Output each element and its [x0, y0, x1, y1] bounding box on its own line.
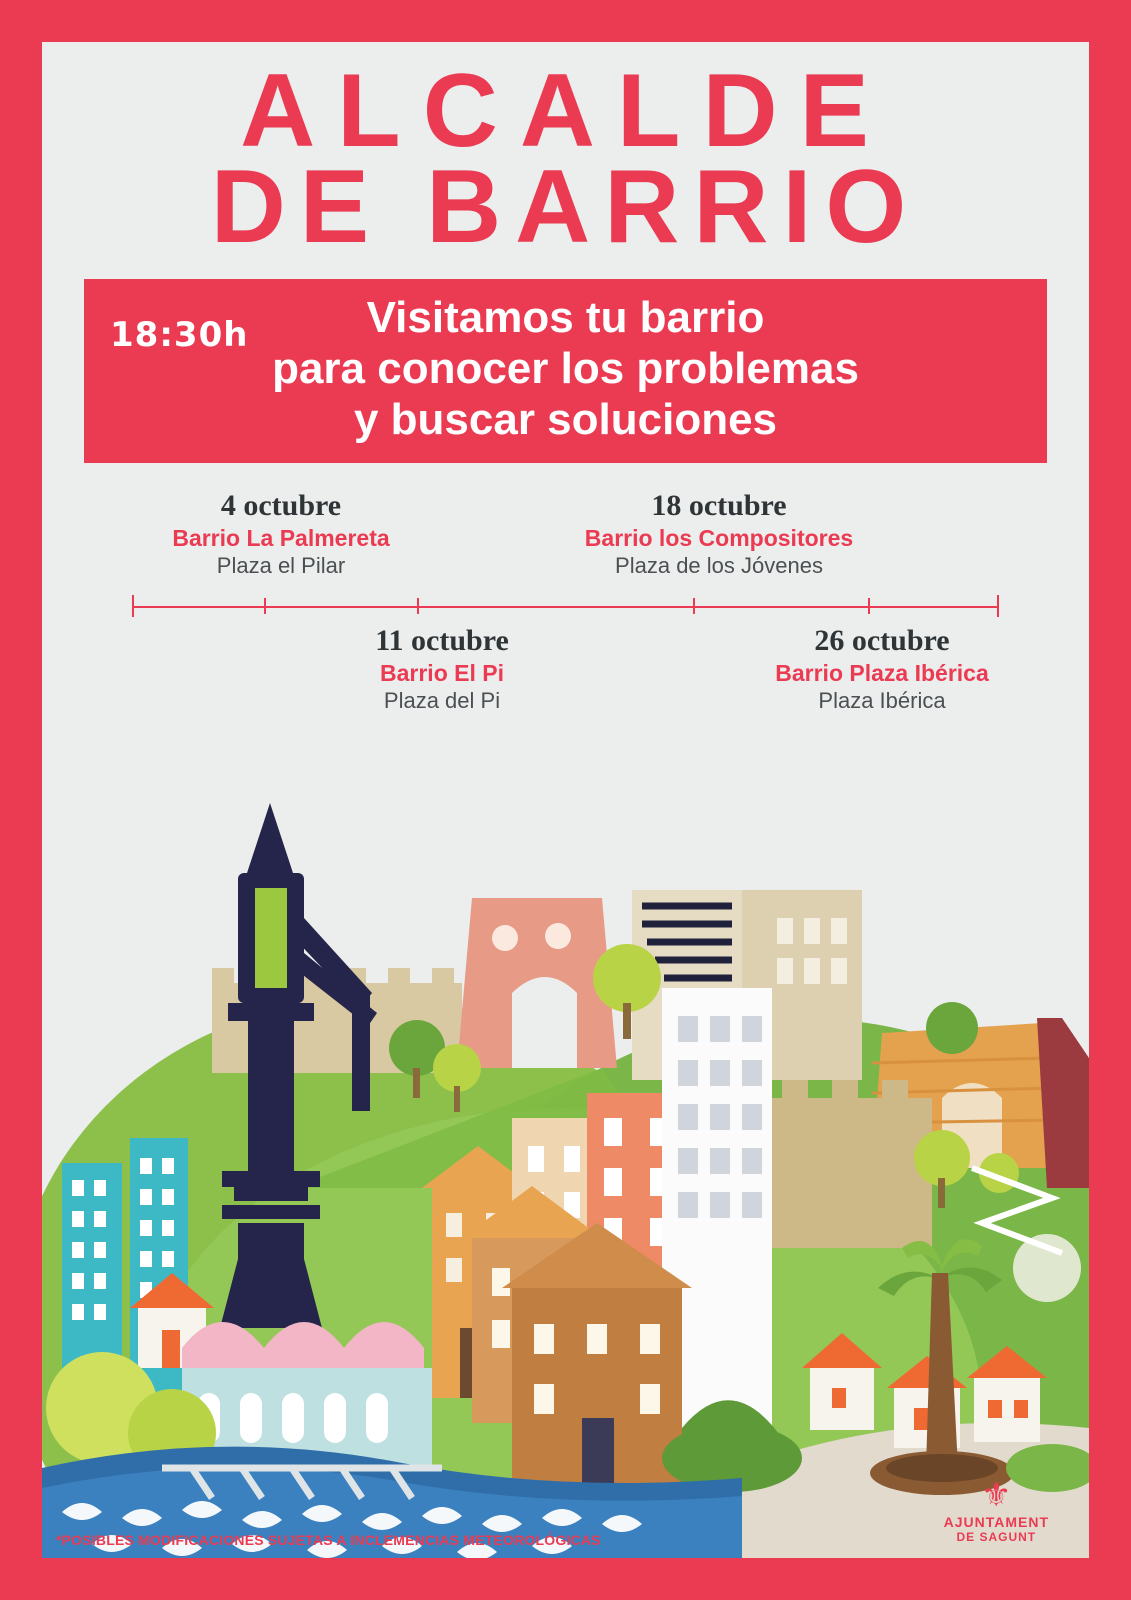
timeline-cap-end: [997, 595, 999, 617]
timeline-tick-1: [264, 598, 266, 614]
timeline-tick-2: [417, 598, 419, 614]
poster: [42, 42, 1089, 1558]
city-illustration: [42, 768, 1089, 1558]
event-place: Plaza Ibérica: [818, 688, 946, 714]
subtitle-line-1: Visitamos tu barrio: [366, 293, 765, 343]
event-item: [554, 489, 884, 579]
timeline-tick-3: [693, 598, 695, 614]
event-barrio: Barrio los Compositores: [584, 525, 854, 552]
event-item: [717, 624, 1047, 714]
time-badge: 18:30h: [94, 310, 264, 362]
event-date: 18 octubre: [651, 489, 787, 523]
timeline-cap-start: [132, 595, 134, 617]
event-place: Plaza de los Jóvenes: [615, 553, 823, 579]
event-date: 11 octubre: [375, 624, 509, 658]
page-title: [42, 42, 1089, 265]
event-date: 26 octubre: [814, 624, 950, 658]
event-item: [277, 624, 607, 714]
subtitle-line-2: para conocer los problemas: [272, 343, 859, 393]
event-barrio: Barrio Plaza Ibérica: [775, 660, 989, 687]
title-line-1: ALCALDE: [240, 53, 891, 169]
event-item: [116, 489, 446, 579]
event-date: 4 octubre: [220, 489, 342, 523]
city-illustration-svg: [42, 768, 1089, 1558]
logo-line-2: DE SAGUNT: [956, 1530, 1037, 1544]
event-barrio: Barrio La Palmereta: [172, 525, 390, 552]
subtitle-band: [84, 279, 1047, 463]
subtitle-line-3: y buscar soluciones: [353, 394, 778, 444]
timeline-tick-4: [868, 598, 870, 614]
city-council-logo: [944, 1478, 1049, 1544]
title-line-2: DE BARRIO: [210, 148, 921, 265]
footnote: *POSIBLES MODIFICACIONES SUJETAS A INCLEMENCIAS METEOROLÓGICAS: [56, 1532, 601, 1548]
event-place: Plaza el Pilar: [216, 553, 346, 579]
event-barrio: Barrio El Pi: [380, 660, 504, 687]
event-place: Plaza del Pi: [383, 688, 501, 714]
crest-icon: ⚜: [981, 1476, 1012, 1514]
logo-line-1: AJUNTAMENT: [943, 1514, 1049, 1530]
event-timeline: [42, 489, 1089, 729]
